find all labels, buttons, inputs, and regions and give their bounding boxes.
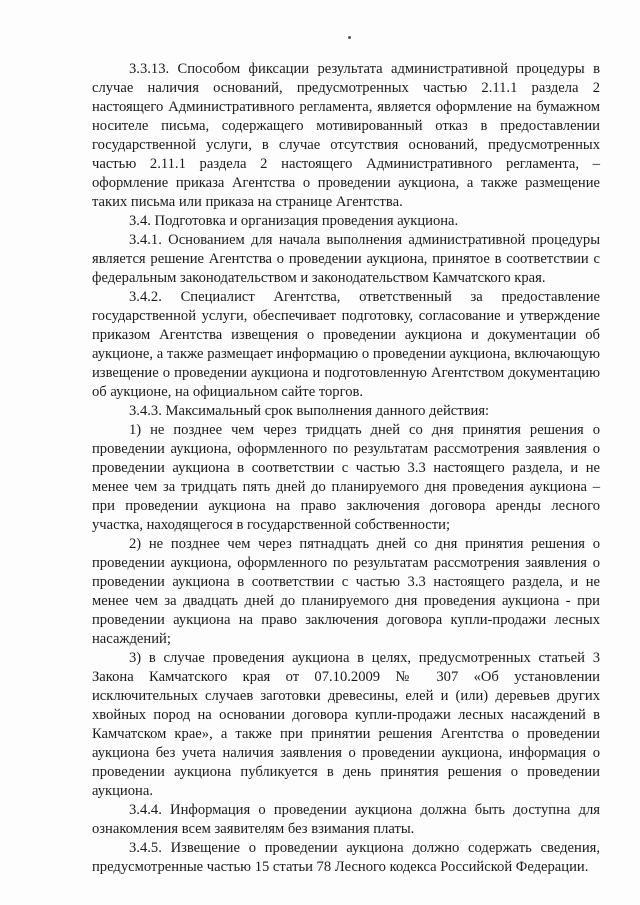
list-item-1: 1) не позднее чем через тридцать дней со дня принятия решения о проведении аукциона, оформленного по результатам рассмотрения заявления о проведении аукциона в соответствии с частью 3.3 настоящего раздела, и не менее чем за тридцать пять дней до планируемого дня проведения аукциона – при проведении аукциона на право заключения договора аренды лесного участка, находящегося в государственной собственности; (92, 422, 600, 533)
paragraph-3-4-3: 3.4.3. Максимальный срок выполнения данного действия: (129, 403, 490, 419)
list-item-2: 2) не позднее чем через пятнадцать дней со дня принятия решения о проведении аукциона, оформленного по результатам рассмотрения заявления о проведении аукциона в соответствии с частью 3.3 настоящего раздела, и не менее чем за двадцать дней до планируемого дня проведения аукциона - при проведении аукциона на право заключения договора купли-продажи лесных насаждений; (92, 536, 600, 647)
paragraph-3-4-4: 3.4.4. Информация о проведении аукциона должна быть доступна для ознакомления всем заявителям без взимания платы. (92, 802, 600, 837)
paragraph-3-3-13: 3.3.13. Способом фиксации результата административной процедуры в случае наличия оснований, предусмотренных частью 2.11.1 раздела 2 настоящего Административного регламента, является оформление на бумажном носителе письма, содержащего мотивированный отказ в предоставлении государственной услуги, в случае отсутствия оснований, предусмотренных частью 2.11.1 раздела 2 настоящего Административного регламента, – оформление приказа Агентства о проведении аукциона, а также размещение таких письма или приказа на странице Агентства. (92, 61, 600, 210)
document-body (92, 60, 600, 877)
paragraph-3-4-2: 3.4.2. Специалист Агентства, ответственный за предоставление государственной услуги, обеспечивает подготовку, согласование и утверждение приказом Агентства извещения о проведении аукциона и документации об аукционе, а также размещает информацию о проведении аукциона, включающую извещение о проведении аукциона и подготовленную Агентством документацию об аукционе, на официальном сайте торгов. (92, 289, 600, 400)
scan-speck (348, 36, 351, 39)
paragraph-3-4-5: 3.4.5. Извещение о проведении аукциона должно содержать сведения, предусмотренные частью 15 статьи 78 Лесного кодекса Российской Федерации. (92, 840, 600, 875)
paragraph-3-4-1: 3.4.1. Основанием для начала выполнения административной процедуры является решение Агентства о проведении аукциона, принятое в соответствии с федеральным законодательством и законодательством Камчатского края. (92, 232, 600, 286)
list-item-3: 3) в случае проведения аукциона в целях, предусмотренных статьей 3 Закона Камчатского края от 07.10.2009 № 307 «Об установлении исключительных случаев заготовки древесины, елей и (или) деревьев других хвойных пород на основании договора купли-продажи лесных насаждений в Камчатском крае», а также при принятии решения Агентства о проведении аукциона без учета наличия заявления о проведении аукциона, информация о проведении аукциона публикуется в день принятия решения о проведении аукциона. (92, 650, 600, 799)
paragraph-3-4: 3.4. Подготовка и организация проведения аукциона. (129, 213, 459, 229)
